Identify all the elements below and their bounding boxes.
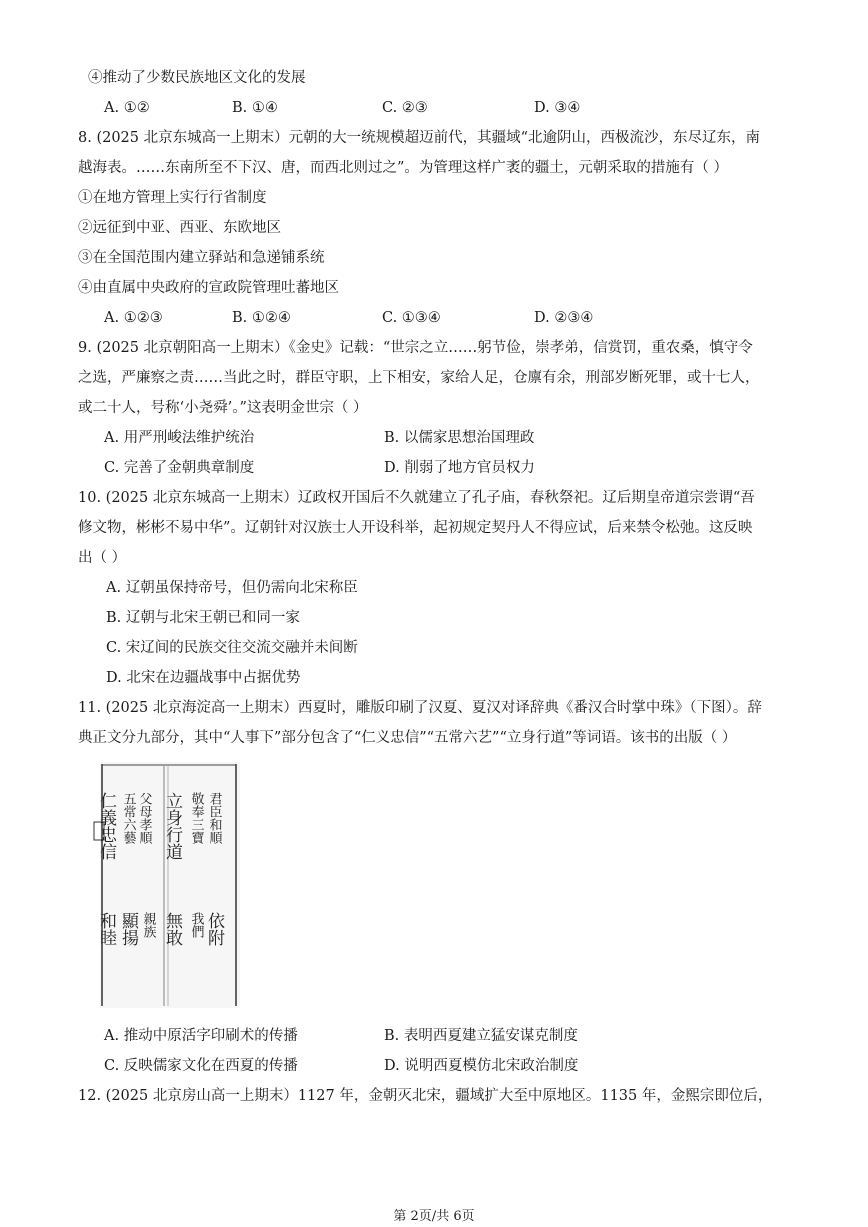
q11-option-a[interactable]: A. 推动中原活字印刷术的传播 bbox=[104, 1028, 298, 1044]
q9-option-c[interactable]: C. 完善了金朝典章制度 bbox=[104, 460, 255, 476]
q10-stem-line-2: 修文物，彬彬不易中华”。辽朝针对汉族士人开设科举，起初规定契丹人不得应试，后来禁令松弛。这反映 bbox=[78, 520, 753, 536]
q10-stem-line-1: 10. (2025 北京东城高一上期末）辽政权开国后不久就建立了孔子庙，春秋祭祀。辽后期皇帝道宗尝谓“吾 bbox=[78, 490, 755, 506]
figure-glyph-top-5: 敬奉三寶 bbox=[188, 792, 204, 844]
figure-glyph-bottom-1: 和睦 bbox=[96, 912, 116, 946]
figure-glyph-top-1: 仁義忠信 bbox=[96, 792, 116, 860]
q8-item-2: ②远征到中亚、西亚、东欧地区 bbox=[78, 220, 281, 236]
q11-stem-line-2: 典正文分九部分，其中“人事下”部分包含了“仁义忠信”“五常六艺”“立身行道”等词语。该书的出版（ ） bbox=[78, 730, 737, 746]
q10-option-b[interactable]: B. 辽朝与北宋王朝已和同一家 bbox=[106, 610, 300, 626]
q9-option-b[interactable]: B. 以儒家思想治国理政 bbox=[384, 430, 535, 446]
q9-stem-line-3: 或二十人，号称‘小尧舜’。”这表明金世宗（ ） bbox=[78, 400, 368, 416]
q8-option-a[interactable]: A. ①②③ bbox=[104, 310, 163, 326]
q8-stem-line-2: 越海表。……东南所至不下汉、唐，而西北则过之”。为管理这样广袤的疆土，元朝采取的措施有（ ） bbox=[78, 160, 729, 176]
dictionary-page-image bbox=[96, 762, 240, 1008]
figure-glyph-bottom-4: 無敢 bbox=[162, 912, 182, 946]
q8-option-d[interactable]: D. ②③④ bbox=[534, 310, 594, 326]
figure-glyph-top-3: 父母孝順 bbox=[136, 792, 152, 844]
q9-option-d[interactable]: D. 削弱了地方官员权力 bbox=[384, 460, 535, 476]
q11-option-b[interactable]: B. 表明西夏建立猛安谋克制度 bbox=[384, 1028, 578, 1044]
q9-stem-line-2: 之选，严廉察之责……当此之时，群臣守职，上下相安，家给人足，仓廪有余，刑部岁断死罪，或十七人， bbox=[78, 370, 760, 386]
q8-item-1: ①在地方管理上实行行省制度 bbox=[78, 190, 267, 206]
page-number-footer: 第 2页/共 6页 bbox=[393, 1209, 475, 1224]
q7-option-c[interactable]: C. ②③ bbox=[382, 100, 428, 116]
q10-option-c[interactable]: C. 宋辽间的民族交往交流交融并未间断 bbox=[106, 640, 358, 656]
q8-stem-line-1: 8. (2025 北京东城高一上期末）元朝的大一统规模超迈前代，其疆域“北逾阴山，西极流沙，东尽辽东，南 bbox=[78, 130, 761, 146]
q7-item-4: ④推动了少数民族地区文化的发展 bbox=[88, 70, 306, 86]
figure-glyph-bottom-2: 顯揚 bbox=[118, 912, 138, 946]
q8-item-3: ③在全国范围内建立驿站和急递铺系统 bbox=[78, 250, 325, 266]
q7-option-a[interactable]: A. ①② bbox=[104, 100, 150, 116]
q10-stem-line-3: 出（ ） bbox=[78, 550, 127, 566]
q10-option-a[interactable]: A. 辽朝虽保持帝号，但仍需向北宋称臣 bbox=[106, 580, 358, 596]
figure-glyph-bottom-5: 我們 bbox=[188, 912, 204, 938]
q11-option-c[interactable]: C. 反映儒家文化在西夏的传播 bbox=[104, 1058, 298, 1074]
figure-glyph-top-2: 五常六藝 bbox=[120, 792, 136, 844]
q11-option-d[interactable]: D. 说明西夏模仿北宋政治制度 bbox=[384, 1058, 579, 1074]
q8-option-b[interactable]: B. ①②④ bbox=[232, 310, 291, 326]
q9-option-a[interactable]: A. 用严刑峻法维护统治 bbox=[104, 430, 255, 446]
q7-option-b[interactable]: B. ①④ bbox=[232, 100, 278, 116]
q8-item-4: ④由直属中央政府的宣政院管理吐蕃地区 bbox=[78, 280, 339, 296]
q7-option-d[interactable]: D. ③④ bbox=[534, 100, 581, 116]
figure-glyph-bottom-6: 依附 bbox=[204, 912, 224, 946]
q10-option-d[interactable]: D. 北宋在边疆战事中占据优势 bbox=[106, 670, 301, 686]
figure-glyph-bottom-3: 親族 bbox=[140, 912, 156, 938]
q8-option-c[interactable]: C. ①③④ bbox=[382, 310, 441, 326]
figure-glyph-top-6: 君臣和順 bbox=[206, 792, 222, 844]
q12-stem-line-1: 12. (2025 北京房山高一上期末）1127 年，金朝灭北宋，疆域扩大至中原地区。1135 年，金熙宗即位后， bbox=[78, 1088, 773, 1104]
figure-glyph-top-4: 立身行道 bbox=[162, 792, 182, 860]
q9-stem-line-1: 9. (2025 北京朝阳高一上期末）《金史》记载：“世宗之立……躬节俭，崇孝弟，信赏罚，重农桑，慎守令 bbox=[78, 340, 753, 356]
q11-stem-line-1: 11. (2025 北京海淀高一上期末）西夏时，雕版印刷了汉夏、夏汉对译辞典《番汉合时掌中珠》（下图）。辞 bbox=[78, 700, 762, 716]
dictionary-page-scan bbox=[96, 762, 240, 1008]
